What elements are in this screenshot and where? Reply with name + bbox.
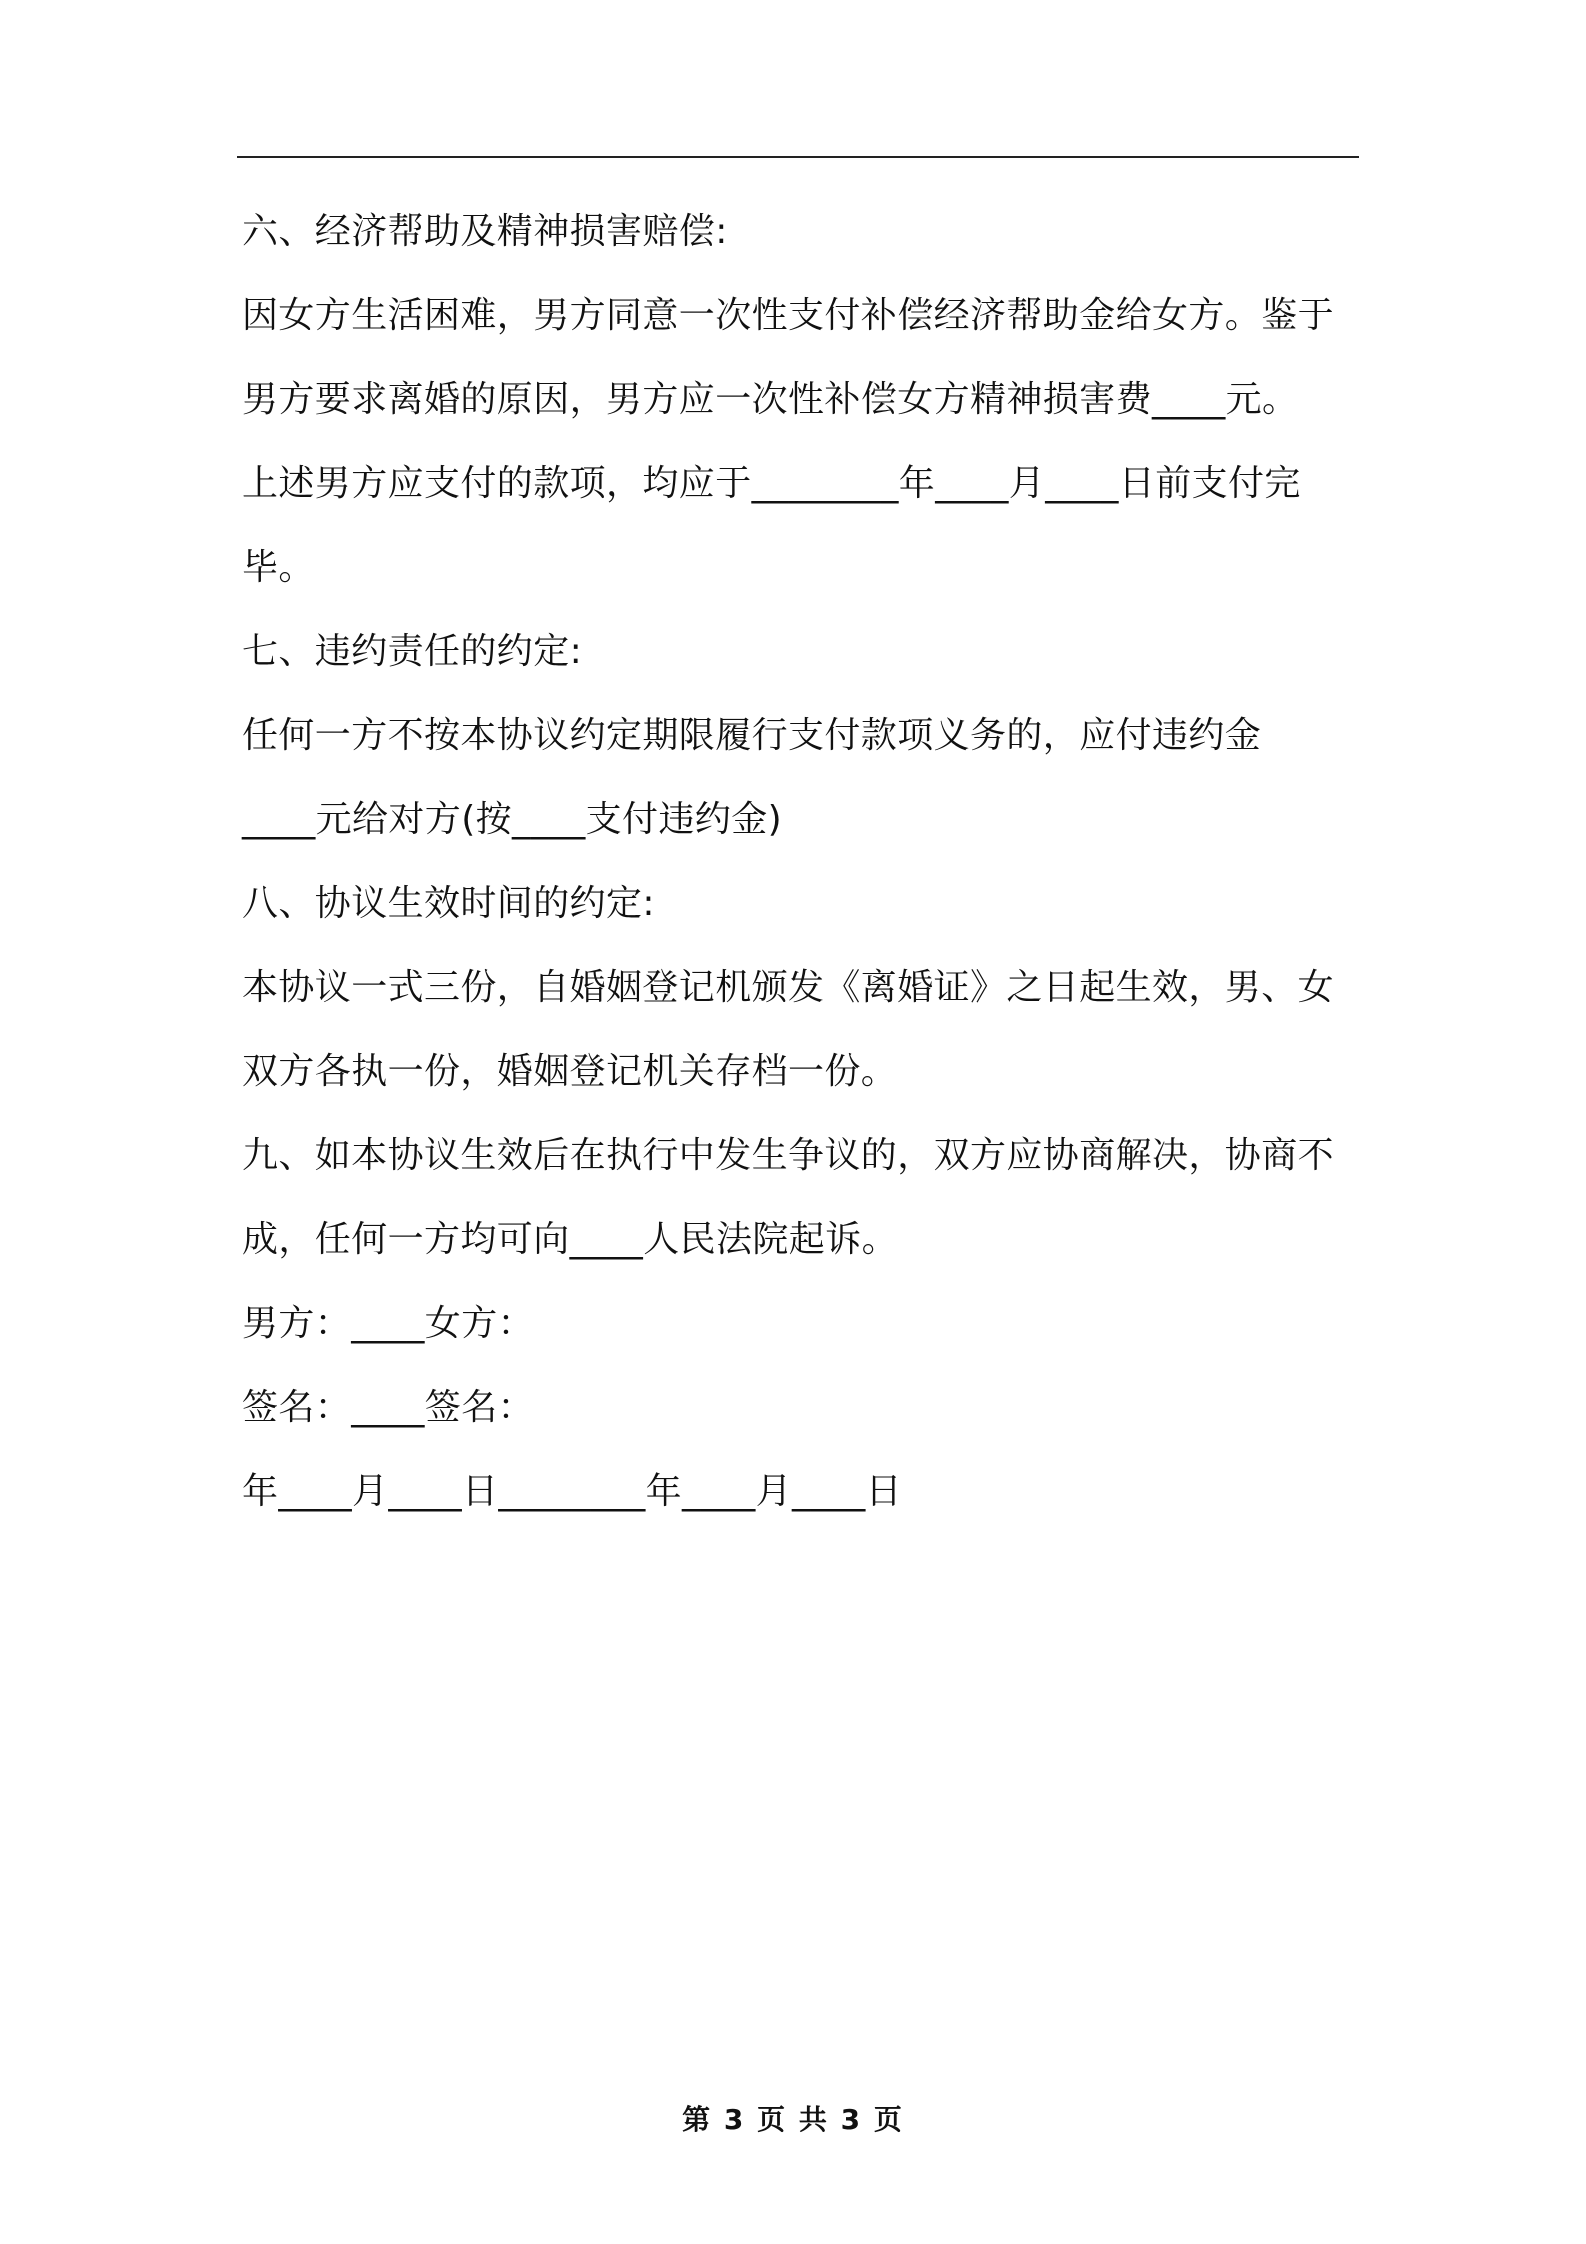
document-body (242, 190, 1360, 1534)
section-six-heading: 六、经济帮助及精神损害赔偿: (242, 211, 728, 252)
paragraph-line: 上述男方应支付的款项，均应于________年____月____日前支付完 (242, 463, 1301, 504)
paragraph-line: 男方要求离婚的原因，男方应一次性补偿女方精神损害费____元。 (242, 379, 1299, 420)
paragraph-line: 毕。 (242, 547, 315, 588)
paragraph-line: 成，任何一方均可向____人民法院起诉。 (242, 1219, 899, 1260)
paragraph-line: ____元给对方(按____支付违约金) (242, 799, 783, 840)
section-nine-line: 九、如本协议生效后在执行中发生争议的，双方应协商解决，协商不 (242, 1135, 1335, 1176)
section-eight-heading: 八、协议生效时间的约定: (242, 883, 655, 924)
paragraph-line: 本协议一式三份，自婚姻登记机颁发《离婚证》之日起生效，男、女 (242, 967, 1335, 1008)
page-number: 第 3 页 共 3 页 (682, 2103, 904, 2136)
paragraph-line: 因女方生活困难，男方同意一次性支付补偿经济帮助金给女方。鉴于 (242, 295, 1335, 336)
paragraph-line: 任何一方不按本协议约定期限履行支付款项义务的，应付违约金 (242, 715, 1262, 756)
paragraph-line: 双方各执一份，婚姻登记机关存档一份。 (242, 1051, 898, 1092)
date-line: 年____月____日________年____月____日 (242, 1471, 902, 1512)
party-line: 男方：____女方： (242, 1303, 535, 1344)
section-seven-heading: 七、违约责任的约定: (242, 631, 583, 672)
header-rule (237, 156, 1359, 158)
signature-line: 签名：____签名： (242, 1387, 535, 1428)
